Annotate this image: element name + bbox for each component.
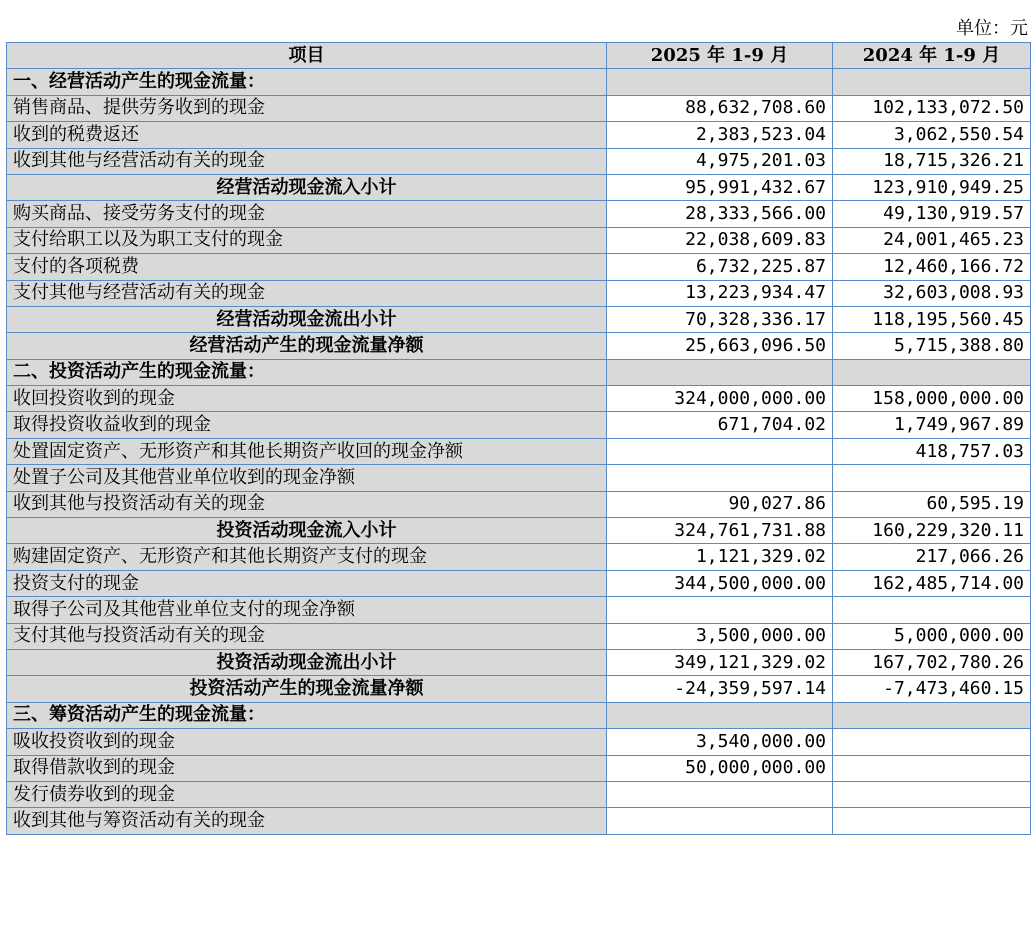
value-2024: 5,715,388.80 xyxy=(833,333,1031,359)
row-label: 二、投资活动产生的现金流量： xyxy=(7,359,607,385)
row-label: 投资活动现金流出小计 xyxy=(7,649,607,675)
value-2025: 324,000,000.00 xyxy=(607,386,833,412)
value-2024 xyxy=(833,808,1031,834)
value-2025 xyxy=(607,359,833,385)
row-label: 收到其他与投资活动有关的现金 xyxy=(7,491,607,517)
section-row xyxy=(7,702,1031,728)
section-row xyxy=(7,69,1031,95)
value-2025: 50,000,000.00 xyxy=(607,755,833,781)
value-2024: 123,910,949.25 xyxy=(833,174,1031,200)
value-2024: 167,702,780.26 xyxy=(833,649,1031,675)
header-2025: 2025 年 1-9 月 xyxy=(607,43,833,69)
value-2025: 4,975,201.03 xyxy=(607,148,833,174)
value-2024: 418,757.03 xyxy=(833,438,1031,464)
value-2025: 88,632,708.60 xyxy=(607,95,833,121)
row-label: 经营活动产生的现金流量净额 xyxy=(7,333,607,359)
value-2024 xyxy=(833,755,1031,781)
value-2024 xyxy=(833,359,1031,385)
section-row xyxy=(7,359,1031,385)
table-row xyxy=(7,227,1031,253)
value-2025 xyxy=(607,597,833,623)
value-2025: 3,500,000.00 xyxy=(607,623,833,649)
value-2024: 18,715,326.21 xyxy=(833,148,1031,174)
row-label: 取得投资收益收到的现金 xyxy=(7,412,607,438)
value-2024: 162,485,714.00 xyxy=(833,570,1031,596)
table-row xyxy=(7,95,1031,121)
value-2024 xyxy=(833,597,1031,623)
row-label: 支付其他与经营活动有关的现金 xyxy=(7,280,607,306)
value-2024: 60,595.19 xyxy=(833,491,1031,517)
value-2025 xyxy=(607,438,833,464)
value-2025 xyxy=(607,702,833,728)
value-2024: 3,062,550.54 xyxy=(833,122,1031,148)
value-2025: 25,663,096.50 xyxy=(607,333,833,359)
table-row xyxy=(7,597,1031,623)
row-label: 投资活动产生的现金流量净额 xyxy=(7,676,607,702)
value-2025: 90,027.86 xyxy=(607,491,833,517)
row-label: 三、筹资活动产生的现金流量： xyxy=(7,702,607,728)
value-2025 xyxy=(607,69,833,95)
value-2024: 217,066.26 xyxy=(833,544,1031,570)
subtotal-row xyxy=(7,174,1031,200)
row-label: 支付其他与投资活动有关的现金 xyxy=(7,623,607,649)
value-2025: 671,704.02 xyxy=(607,412,833,438)
row-label: 收到其他与经营活动有关的现金 xyxy=(7,148,607,174)
value-2025: 6,732,225.87 xyxy=(607,254,833,280)
value-2025: 349,121,329.02 xyxy=(607,649,833,675)
value-2024: 5,000,000.00 xyxy=(833,623,1031,649)
row-label: 处置固定资产、无形资产和其他长期资产收回的现金净额 xyxy=(7,438,607,464)
value-2024: 1,749,967.89 xyxy=(833,412,1031,438)
row-label: 购买商品、接受劳务支付的现金 xyxy=(7,201,607,227)
row-label: 支付的各项税费 xyxy=(7,254,607,280)
table-row xyxy=(7,755,1031,781)
row-label: 发行债券收到的现金 xyxy=(7,781,607,807)
row-label: 收到其他与筹资活动有关的现金 xyxy=(7,808,607,834)
table-row xyxy=(7,254,1031,280)
row-label: 收回投资收到的现金 xyxy=(7,386,607,412)
value-2025: 2,383,523.04 xyxy=(607,122,833,148)
value-2025: 1,121,329.02 xyxy=(607,544,833,570)
table-row xyxy=(7,491,1031,517)
row-label: 一、经营活动产生的现金流量： xyxy=(7,69,607,95)
value-2025: 22,038,609.83 xyxy=(607,227,833,253)
table-row xyxy=(7,201,1031,227)
row-label: 投资活动现金流入小计 xyxy=(7,518,607,544)
table-row xyxy=(7,412,1031,438)
table-row xyxy=(7,570,1031,596)
row-label: 经营活动现金流入小计 xyxy=(7,174,607,200)
header-item: 项目 xyxy=(7,43,607,69)
value-2024: 12,460,166.72 xyxy=(833,254,1031,280)
value-2024: 24,001,465.23 xyxy=(833,227,1031,253)
value-2025: -24,359,597.14 xyxy=(607,676,833,702)
row-label: 经营活动现金流出小计 xyxy=(7,306,607,332)
value-2024: 49,130,919.57 xyxy=(833,201,1031,227)
row-label: 支付给职工以及为职工支付的现金 xyxy=(7,227,607,253)
subtotal-row xyxy=(7,333,1031,359)
value-2024: 32,603,008.93 xyxy=(833,280,1031,306)
value-2025: 95,991,432.67 xyxy=(607,174,833,200)
row-label: 购建固定资产、无形资产和其他长期资产支付的现金 xyxy=(7,544,607,570)
subtotal-row xyxy=(7,649,1031,675)
row-label: 投资支付的现金 xyxy=(7,570,607,596)
row-label: 收到的税费返还 xyxy=(7,122,607,148)
value-2025: 13,223,934.47 xyxy=(607,280,833,306)
value-2024: 158,000,000.00 xyxy=(833,386,1031,412)
row-label: 销售商品、提供劳务收到的现金 xyxy=(7,95,607,121)
table-row xyxy=(7,781,1031,807)
table-row xyxy=(7,729,1031,755)
value-2025: 3,540,000.00 xyxy=(607,729,833,755)
table-row xyxy=(7,386,1031,412)
row-label: 吸收投资收到的现金 xyxy=(7,729,607,755)
table-row xyxy=(7,808,1031,834)
table-body xyxy=(7,69,1031,834)
table-row xyxy=(7,280,1031,306)
table-header-row xyxy=(7,43,1031,69)
row-label: 取得子公司及其他营业单位支付的现金净额 xyxy=(7,597,607,623)
row-label: 处置子公司及其他营业单位收到的现金净额 xyxy=(7,465,607,491)
value-2024 xyxy=(833,69,1031,95)
table-row xyxy=(7,148,1031,174)
value-2024 xyxy=(833,781,1031,807)
table-row xyxy=(7,544,1031,570)
subtotal-row xyxy=(7,676,1031,702)
value-2024: -7,473,460.15 xyxy=(833,676,1031,702)
header-2024: 2024 年 1-9 月 xyxy=(833,43,1031,69)
value-2024 xyxy=(833,729,1031,755)
subtotal-row xyxy=(7,306,1031,332)
value-2024 xyxy=(833,465,1031,491)
cash-flow-table xyxy=(6,42,1031,835)
table-row xyxy=(7,438,1031,464)
value-2025: 70,328,336.17 xyxy=(607,306,833,332)
table-row xyxy=(7,465,1031,491)
value-2025: 28,333,566.00 xyxy=(607,201,833,227)
value-2024: 102,133,072.50 xyxy=(833,95,1031,121)
value-2024: 118,195,560.45 xyxy=(833,306,1031,332)
value-2025: 324,761,731.88 xyxy=(607,518,833,544)
unit-label: 单位：元 xyxy=(956,18,1028,39)
row-label: 取得借款收到的现金 xyxy=(7,755,607,781)
subtotal-row xyxy=(7,518,1031,544)
value-2025 xyxy=(607,465,833,491)
value-2024: 160,229,320.11 xyxy=(833,518,1031,544)
value-2024 xyxy=(833,702,1031,728)
value-2025: 344,500,000.00 xyxy=(607,570,833,596)
value-2025 xyxy=(607,808,833,834)
value-2025 xyxy=(607,781,833,807)
table-row xyxy=(7,623,1031,649)
table-row xyxy=(7,122,1031,148)
